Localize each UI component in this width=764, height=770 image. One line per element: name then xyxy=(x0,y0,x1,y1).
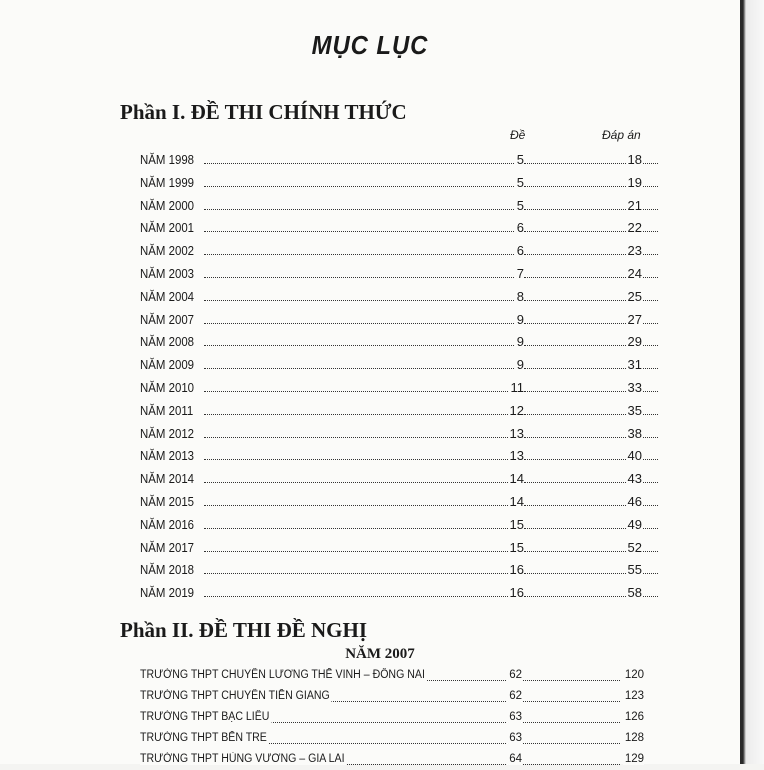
toc-row xyxy=(140,583,642,603)
toc-row xyxy=(140,752,644,770)
toc-row xyxy=(140,218,642,238)
toc-row-label: NĂM 2017 xyxy=(140,539,195,555)
toc-row-dapan-page: 19 xyxy=(627,174,642,190)
toc-row-de-page: 15 xyxy=(509,539,524,555)
toc-row-de-page: 9 xyxy=(516,311,524,327)
dot-leader xyxy=(524,459,630,460)
toc-row-dapan-page: 52 xyxy=(627,539,642,555)
toc-row-de-page: 6 xyxy=(516,220,524,236)
toc-row-de-page: 16 xyxy=(509,585,524,601)
dot-leader xyxy=(524,551,630,552)
toc-row-label: NĂM 2007 xyxy=(140,311,195,327)
toc-row-label: NĂM 2009 xyxy=(140,357,195,373)
toc-row-de-page: 63 xyxy=(509,732,522,744)
part2-heading: Phần II. ĐỀ THI ĐỀ NGHỊ xyxy=(120,618,368,642)
toc-row-dapan-page: 46 xyxy=(627,494,642,509)
toc-row xyxy=(140,378,642,398)
toc-row-de-page: 64 xyxy=(509,753,522,765)
toc-row-label: TRƯỜNG THPT BẠC LIÊU xyxy=(140,711,270,723)
toc-row-de-page: 9 xyxy=(516,357,524,373)
dot-leader xyxy=(524,596,630,597)
toc-row-de-page: 13 xyxy=(509,448,524,464)
toc-row-dapan-page: 49 xyxy=(627,516,642,532)
toc-row xyxy=(140,560,642,580)
toc-row-label: TRƯỜNG THPT CHUYÊN LƯƠNG THẾ VINH – ĐỒNG NAI xyxy=(140,669,425,681)
toc-row-dapan-page: 31 xyxy=(627,357,642,373)
toc-row-label: NĂM 1999 xyxy=(140,174,195,190)
toc-row xyxy=(140,424,642,444)
dot-leader xyxy=(240,722,620,723)
toc-row-dapan-page: 29 xyxy=(627,334,642,350)
toc-row-de-page: 5 xyxy=(516,174,524,190)
toc-row xyxy=(140,469,642,489)
toc-row-de-page: 9 xyxy=(516,334,524,350)
toc-row xyxy=(140,241,642,261)
toc-row-dapan-page: 123 xyxy=(624,690,644,702)
toc-row-de-page: 63 xyxy=(509,711,522,723)
toc-row-label: NĂM 2018 xyxy=(140,562,195,578)
toc-row-dapan-page: 22 xyxy=(627,220,642,236)
toc-row-de-page: 5 xyxy=(516,152,524,167)
dot-leader xyxy=(524,414,630,415)
toc-row xyxy=(140,538,642,558)
toc-row-de-page: 5 xyxy=(516,197,524,213)
toc-row-label: NĂM 2008 xyxy=(140,334,195,350)
toc-row xyxy=(140,689,644,707)
part1-heading: Phần I. ĐỀ THI CHÍNH THỨC xyxy=(120,100,407,124)
toc-row-dapan-page: 120 xyxy=(624,669,644,681)
toc-row-label: NĂM 2013 xyxy=(140,448,195,464)
toc-row xyxy=(140,355,642,375)
toc-row-de-page: 8 xyxy=(516,288,524,304)
toc-row-dapan-page: 27 xyxy=(627,311,642,327)
toc-row-de-page: 16 xyxy=(509,562,524,578)
dot-leader xyxy=(524,528,630,529)
toc-row-dapan-page: 126 xyxy=(624,711,644,723)
toc-row-dapan-page: 128 xyxy=(624,732,644,744)
toc-row xyxy=(140,492,642,512)
toc-row-label: TRƯỜNG THPT HÙNG VƯƠNG – GIA LAI xyxy=(140,753,345,765)
dot-leader xyxy=(524,277,630,278)
toc-row-label: TRƯỜNG THPT CHUYÊN TIỀN GIANG xyxy=(140,690,330,702)
dot-leader xyxy=(524,163,630,164)
toc-row xyxy=(140,196,642,216)
toc-row-de-page: 13 xyxy=(509,425,524,441)
toc-row-dapan-page: 25 xyxy=(627,288,642,304)
toc-row-de-page: 6 xyxy=(516,243,524,259)
toc-row-dapan-page: 18 xyxy=(627,152,642,167)
toc-row-label: NĂM 2001 xyxy=(140,220,195,236)
dot-leader xyxy=(524,186,630,187)
toc-row xyxy=(140,310,642,330)
part2-subheading: NĂM 2007 xyxy=(345,646,415,662)
toc-row-de-page: 14 xyxy=(509,494,524,509)
dot-leader xyxy=(524,231,630,232)
toc-row xyxy=(140,264,642,284)
toc-row-label: NĂM 2002 xyxy=(140,243,195,259)
toc-row xyxy=(140,731,644,749)
toc-row-label: NĂM 2011 xyxy=(140,402,194,418)
toc-row xyxy=(140,401,642,421)
toc-row-label: NĂM 2003 xyxy=(140,266,195,281)
toc-row-label: NĂM 2019 xyxy=(140,585,195,601)
toc-row xyxy=(140,446,642,466)
toc-row-dapan-page: 38 xyxy=(627,425,642,441)
dot-leader xyxy=(524,209,630,210)
toc-row-label: NĂM 1998 xyxy=(140,152,195,167)
col-header-de: Đề xyxy=(510,128,526,142)
dot-leader xyxy=(524,482,630,483)
col-header-dapan: Đáp án xyxy=(602,128,641,142)
toc-row-de-page: 7 xyxy=(516,266,524,281)
toc-row-dapan-page: 43 xyxy=(627,471,642,487)
toc-row-dapan-page: 35 xyxy=(627,402,642,418)
toc-row-de-page: 15 xyxy=(509,516,524,532)
dot-leader xyxy=(524,505,630,506)
toc-row-dapan-page: 23 xyxy=(627,243,642,259)
toc-row-label: NĂM 2012 xyxy=(140,425,195,441)
toc-row xyxy=(140,668,644,686)
toc-row-de-page: 14 xyxy=(509,471,524,487)
toc-row-dapan-page: 33 xyxy=(627,380,642,395)
toc-row-label: NĂM 2000 xyxy=(140,197,195,213)
toc-row-de-page: 12 xyxy=(509,402,524,418)
toc-row-de-page: 62 xyxy=(509,669,522,681)
toc-row-label: NĂM 2016 xyxy=(140,516,195,532)
toc-row-label: TRƯỜNG THPT BẾN TRE xyxy=(140,732,267,744)
toc-row xyxy=(140,150,642,170)
dot-leader xyxy=(524,437,630,438)
toc-row-label: NĂM 2010 xyxy=(140,380,195,395)
toc-row-de-page: 62 xyxy=(509,690,522,702)
book-spine-edge xyxy=(740,0,764,764)
toc-row xyxy=(140,515,642,535)
toc-row-dapan-page: 55 xyxy=(627,562,642,578)
dot-leader xyxy=(524,391,630,392)
toc-row-label: NĂM 2014 xyxy=(140,471,195,487)
toc-row xyxy=(140,173,642,193)
dot-leader xyxy=(524,368,630,369)
toc-row-dapan-page: 129 xyxy=(624,753,644,765)
toc-row-de-page: 11 xyxy=(510,380,524,395)
toc-row-dapan-page: 40 xyxy=(627,448,642,464)
toc-row-dapan-page: 24 xyxy=(627,266,642,281)
toc-row xyxy=(140,287,642,307)
page-title: MỤC LỤC xyxy=(311,30,429,60)
toc-row-dapan-page: 21 xyxy=(627,197,642,213)
dot-leader xyxy=(524,300,630,301)
dot-leader xyxy=(524,323,630,324)
toc-row-dapan-page: 58 xyxy=(627,585,642,601)
toc-row xyxy=(140,710,644,728)
dot-leader xyxy=(524,573,630,574)
toc-row xyxy=(140,332,642,352)
toc-row-label: NĂM 2015 xyxy=(140,494,195,509)
dot-leader xyxy=(240,743,620,744)
dot-leader xyxy=(524,345,630,346)
toc-row-label: NĂM 2004 xyxy=(140,288,195,304)
dot-leader xyxy=(524,254,630,255)
